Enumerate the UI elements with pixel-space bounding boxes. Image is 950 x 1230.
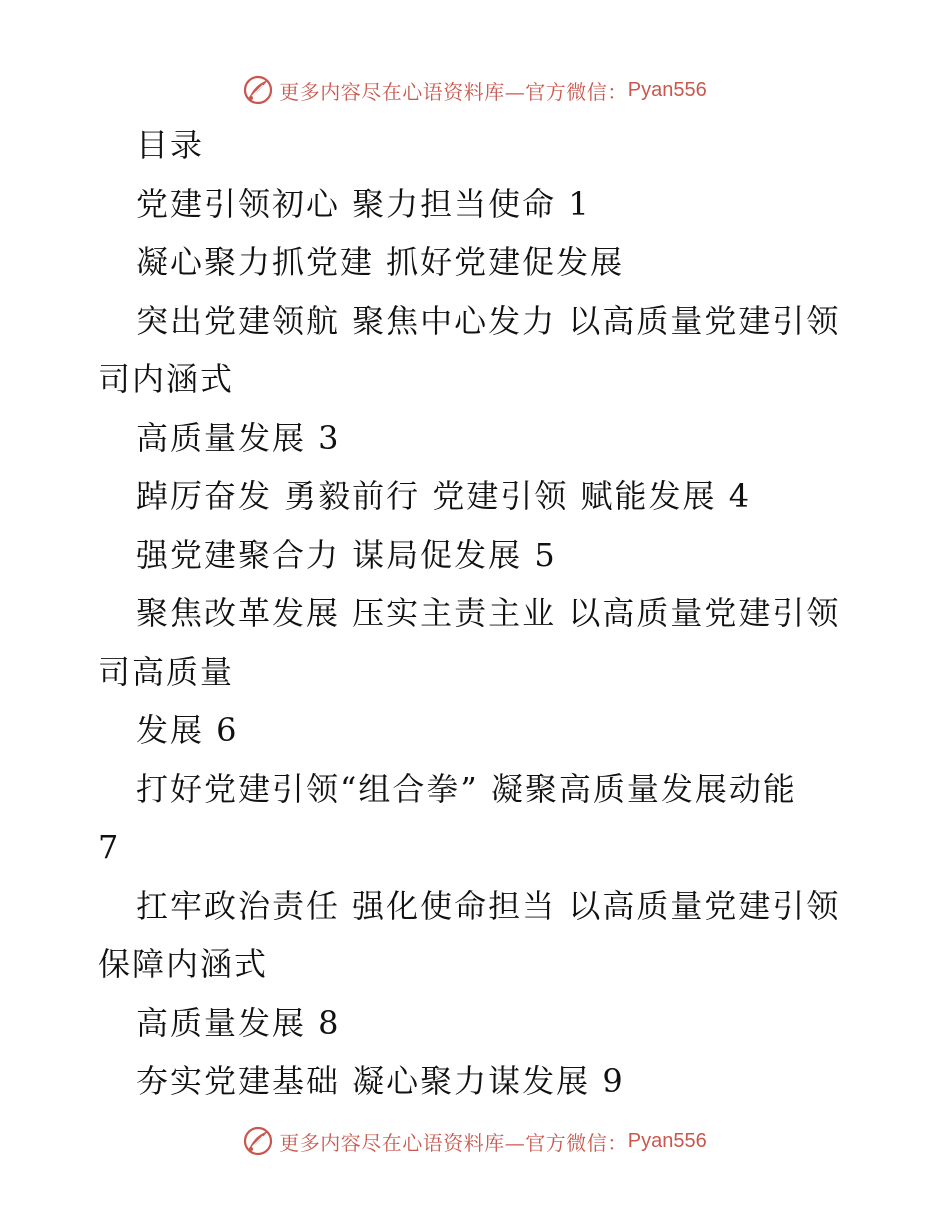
toc-line: 高质量发展 8 bbox=[136, 1004, 341, 1042]
toc-line: 保障内涵式 bbox=[98, 945, 269, 983]
watermark-text: 更多内容尽在心语资料库—官方微信： bbox=[279, 1130, 628, 1155]
watermark-text: 更多内容尽在心语资料库—官方微信： bbox=[279, 79, 628, 104]
toc-line: 夯实党建基础 凝心聚力谋发展 9 bbox=[136, 1062, 625, 1100]
footer-watermark bbox=[0, 1121, 950, 1161]
watermark-wechat-id: Pyan556 bbox=[627, 78, 707, 101]
toc-line: 司内涵式 bbox=[98, 360, 235, 398]
quill-logo-icon bbox=[243, 75, 273, 105]
quill-logo-icon bbox=[243, 1126, 273, 1156]
toc-line: 扛牢政治责任 强化使命担当 以高质量党建引领 bbox=[136, 887, 841, 925]
toc-line: 发展 6 bbox=[136, 711, 239, 749]
toc-line: 突出党建领航 聚焦中心发力 以高质量党建引领 bbox=[136, 302, 841, 340]
toc-line: 打好党建引领“组合拳” 凝聚高质量发展动能 bbox=[136, 770, 797, 808]
toc-line: 高质量发展 3 bbox=[136, 419, 341, 457]
toc-line: 司高质量 bbox=[98, 653, 235, 691]
watermark-wechat-id: Pyan556 bbox=[627, 1129, 707, 1152]
toc-line: 7 bbox=[98, 828, 121, 866]
toc-line: 踔厉奋发 勇毅前行 党建引领 赋能发展 4 bbox=[136, 477, 752, 515]
toc-line: 凝心聚力抓党建 抓好党建促发展 bbox=[136, 243, 625, 281]
toc-line: 党建引领初心 聚力担当使命 1 bbox=[136, 185, 591, 223]
toc-line: 强党建聚合力 谋局促发展 5 bbox=[136, 536, 557, 574]
toc-heading: 目录 bbox=[136, 126, 205, 164]
header-watermark bbox=[0, 70, 950, 110]
toc-line: 聚焦改革发展 压实主责主业 以高质量党建引领 bbox=[136, 594, 841, 632]
